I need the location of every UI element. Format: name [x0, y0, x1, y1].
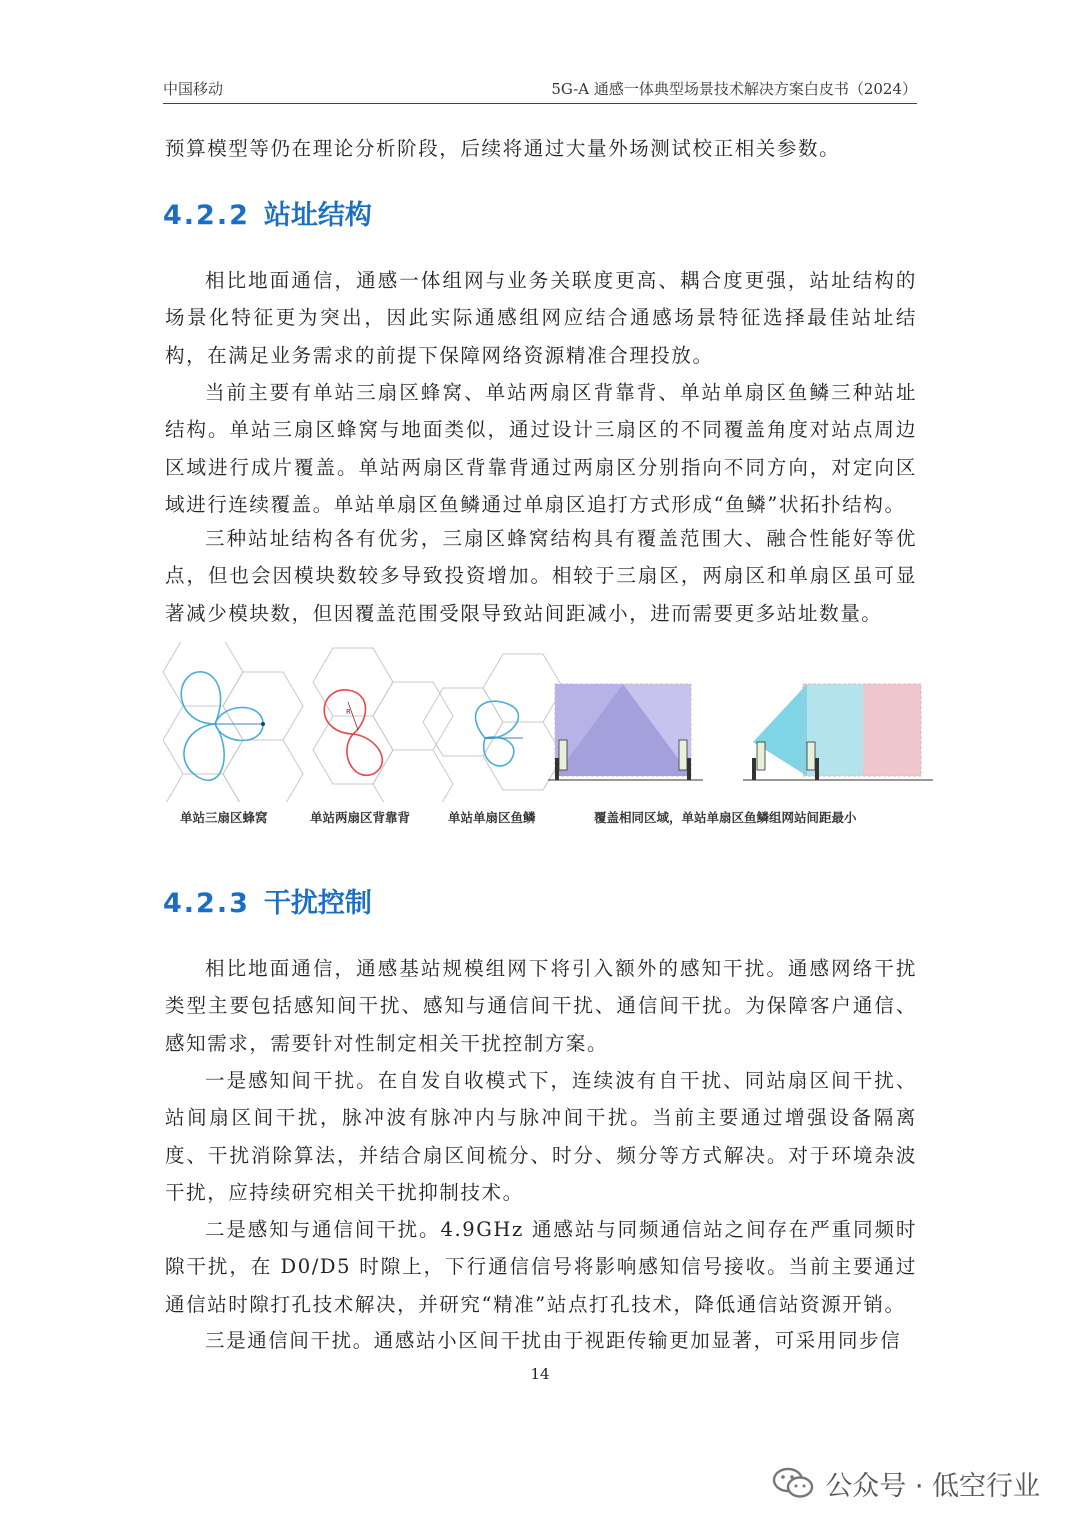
section-number: 4.2.2	[163, 200, 250, 231]
watermark-text: 公众号 · 低空行业	[825, 1470, 1040, 1502]
section-title: 站址结构	[263, 200, 372, 231]
paragraph: 三是通信间干扰。通感站小区间干扰由于视距传输更加显著，可采用同步信	[205, 1329, 902, 1352]
base-station-pole	[815, 758, 819, 780]
fish-scale-coverage-diagram	[743, 684, 933, 780]
base-station-pole	[555, 758, 559, 780]
paragraph: 三种站址结构各有优劣，三扇区蜂窝结构具有覆盖范围大、融合性能好等优点，但也会因模块数较多导致投资增加。相较于三扇区，两扇区和单扇区虽可显著减少模块数，但因覆盖范围受限导致站间距减小，进而需要更多站址数量。	[165, 527, 917, 625]
intro-paragraph: 预算模型等仍在理论分析阶段，后续将通过大量外场测试校正相关参数。	[165, 137, 841, 160]
section-heading-422	[163, 193, 372, 232]
figure-caption-single-sector: 单站单扇区鱼鳞	[448, 810, 536, 825]
base-station-antenna	[807, 742, 815, 770]
page-header	[163, 78, 917, 100]
wechat-watermark	[771, 1463, 1040, 1503]
base-station-antenna	[679, 740, 687, 770]
base-station-pole	[687, 758, 691, 780]
three-sector-cellular-diagram	[163, 642, 303, 802]
coverage-pattern	[181, 672, 265, 780]
wechat-icon	[771, 1465, 815, 1501]
site-structure-diagram	[163, 642, 933, 802]
paragraph: 相比地面通信，通感一体组网与业务关联度更高、耦合度更强，站址结构的场景化特征更为突出，因此实际通感组网应结合通感场景特征选择最佳站址结构，在满足业务需求的前提下保障网络资源精准合理投放。	[165, 269, 917, 367]
header-divider	[163, 103, 917, 104]
base-station-antenna	[559, 740, 567, 770]
same-area-coverage-diagram	[548, 684, 703, 780]
paragraph: 一是感知间干扰。在自发自收模式下，连续波有自干扰、同站扇区间干扰、站间扇区间干扰，脉冲波有脉冲内与脉冲间干扰。当前主要通过增强设备隔离度、干扰消除算法，并结合扇区间梳分、时分、频分等方式解决。对于环境杂波干扰，应持续研究相关干扰抑制技术。	[165, 1069, 917, 1205]
paragraph: 二是感知与通信间干扰。4.9GHz 通感站与同频通信站之间存在严重同频时隙干扰，在 D0/D5 时隙上，下行通信信号将影响感知信号接收。当前主要通过通信站时隙打孔技术解决，并研究“精准”站点打孔技术，降低通信站资源开销。	[165, 1218, 917, 1316]
two-sector-back-to-back-diagram	[313, 648, 453, 802]
section-number: 4.2.3	[163, 888, 250, 919]
section-title: 干扰控制	[263, 888, 372, 919]
figure-caption-two-sector: 单站两扇区背靠背	[310, 810, 411, 825]
section-heading-423	[163, 881, 372, 920]
base-station-pole	[752, 758, 756, 780]
base-station-antenna	[757, 742, 765, 770]
header-doc-title: 5G-A 通感一体典型场景技术解决方案白皮书（2024）	[551, 80, 917, 98]
header-org: 中国移动	[163, 80, 224, 98]
paragraph: 当前主要有单站三扇区蜂窝、单站两扇区背靠背、单站单扇区鱼鳞三种站址结构。单站三扇区蜂窝与地面类似，通过设计三扇区的不同覆盖角度对站点周边区域进行成片覆盖。单站两扇区背靠背通过两扇区分别指向不同方向，对定向区域进行连续覆盖。单站单扇区鱼鳞通过单扇区追打方式形成“鱼鳞”状拓扑结构。	[165, 381, 917, 517]
figure-caption-comparison: 覆盖相同区域，单站单扇区鱼鳞组网站间距最小	[594, 810, 857, 825]
page-number: 14	[530, 1365, 550, 1383]
paragraph: 相比地面通信，通感基站规模组网下将引入额外的感知干扰。通感网络干扰类型主要包括感知间干扰、感知与通信间干扰、通信间干扰。为保障客户通信、感知需求，需要针对性制定相关干扰控制方案。	[165, 957, 917, 1055]
radius-label: R	[346, 708, 351, 716]
figure-caption-three-sector: 单站三扇区蜂窝	[180, 810, 268, 825]
coverage-pattern	[324, 690, 382, 775]
